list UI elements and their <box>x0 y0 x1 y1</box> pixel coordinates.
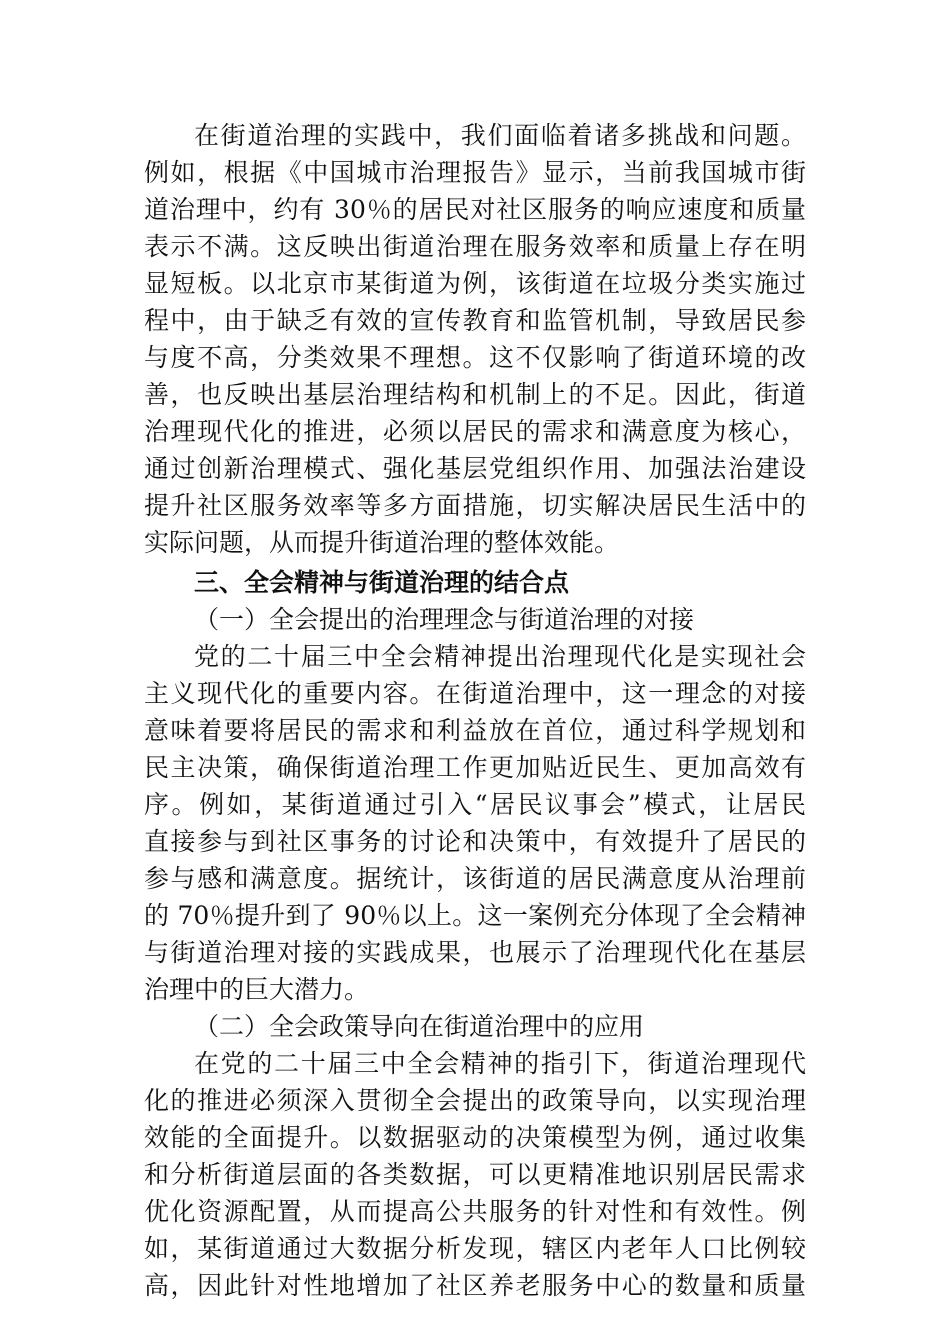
paragraph-line: 优化资源配置，从而提高公共服务的针对性和有效性。例 <box>144 1197 806 1226</box>
paragraph-line: 直接参与到社区事务的讨论和决策中，有效提升了居民的 <box>144 827 806 856</box>
paragraph-line: 善，也反映出基层治理结构和机制上的不足。因此，街道 <box>144 380 806 409</box>
paragraph-line: 与度不高，分类效果不理想。这不仅影响了街道环境的改 <box>144 343 806 372</box>
paragraph-line: 显短板。以北京市某街道为例，该街道在垃圾分类实施过 <box>144 269 806 298</box>
paragraph-line: 高，因此针对性地增加了社区养老服务中心的数量和质量 <box>144 1271 806 1300</box>
paragraph-line: 如，某街道通过大数据分析发现，辖区内老年人口比例较 <box>144 1234 806 1263</box>
paragraph-line: 意味着要将居民的需求和利益放在首位，通过科学规划和 <box>144 716 806 745</box>
paragraph-line: 序。例如，某街道通过引入“居民议事会”模式，让居民 <box>144 790 806 819</box>
paragraph-line: 效能的全面提升。以数据驱动的决策模型为例，通过收集 <box>144 1123 806 1152</box>
paragraph-line: 提升社区服务效率等多方面措施，切实解决居民生活中的 <box>144 491 806 520</box>
paragraph-line: 党的二十届三中全会精神提出治理现代化是实现社会 <box>194 642 806 671</box>
subsection-heading: （一）全会提出的治理理念与街道治理的对接 <box>194 605 695 634</box>
paragraph-line: 道治理中，约有 30％的居民对社区服务的响应速度和质量 <box>144 195 806 224</box>
paragraph-line: 例如，根据《中国城市治理报告》显示，当前我国城市街 <box>144 158 806 187</box>
paragraph-line: 民主决策，确保街道治理工作更加贴近民生、更加高效有 <box>144 753 806 782</box>
paragraph-line: 治理现代化的推进，必须以居民的需求和满意度为核心， <box>144 417 806 446</box>
paragraph-line: 化的推进必须深入贯彻全会提出的政策导向，以实现治理 <box>144 1086 806 1115</box>
paragraph-line: 程中，由于缺乏有效的宣传教育和监管机制，导致居民参 <box>144 306 806 335</box>
paragraph-line: 和分析街道层面的各类数据，可以更精准地识别居民需求 <box>144 1160 806 1189</box>
section-heading: 三、全会精神与街道治理的结合点 <box>194 568 570 597</box>
paragraph-line: 参与感和满意度。据统计，该街道的居民满意度从治理前 <box>144 864 806 893</box>
paragraph-line: 治理中的巨大潜力。 <box>144 975 370 1004</box>
paragraph-line: 在党的二十届三中全会精神的指引下，街道治理现代 <box>194 1049 806 1078</box>
paragraph-line: 表示不满。这反映出街道治理在服务效率和质量上存在明 <box>144 232 806 261</box>
paragraph-line: 的 70％提升到了 90％以上。这一案例充分体现了全会精神 <box>144 901 806 930</box>
paragraph-line: 与街道治理对接的实践成果，也展示了治理现代化在基层 <box>144 938 806 967</box>
subsection-heading: （二）全会政策导向在街道治理中的应用 <box>194 1012 645 1041</box>
paragraph-line: 主义现代化的重要内容。在街道治理中，这一理念的对接 <box>144 679 806 708</box>
paragraph-line: 在街道治理的实践中，我们面临着诸多挑战和问题。 <box>194 121 806 150</box>
paragraph-line: 通过创新治理模式、强化基层党组织作用、加强法治建设 <box>144 454 806 483</box>
paragraph-line: 实际问题，从而提升街道治理的整体效能。 <box>144 528 620 557</box>
